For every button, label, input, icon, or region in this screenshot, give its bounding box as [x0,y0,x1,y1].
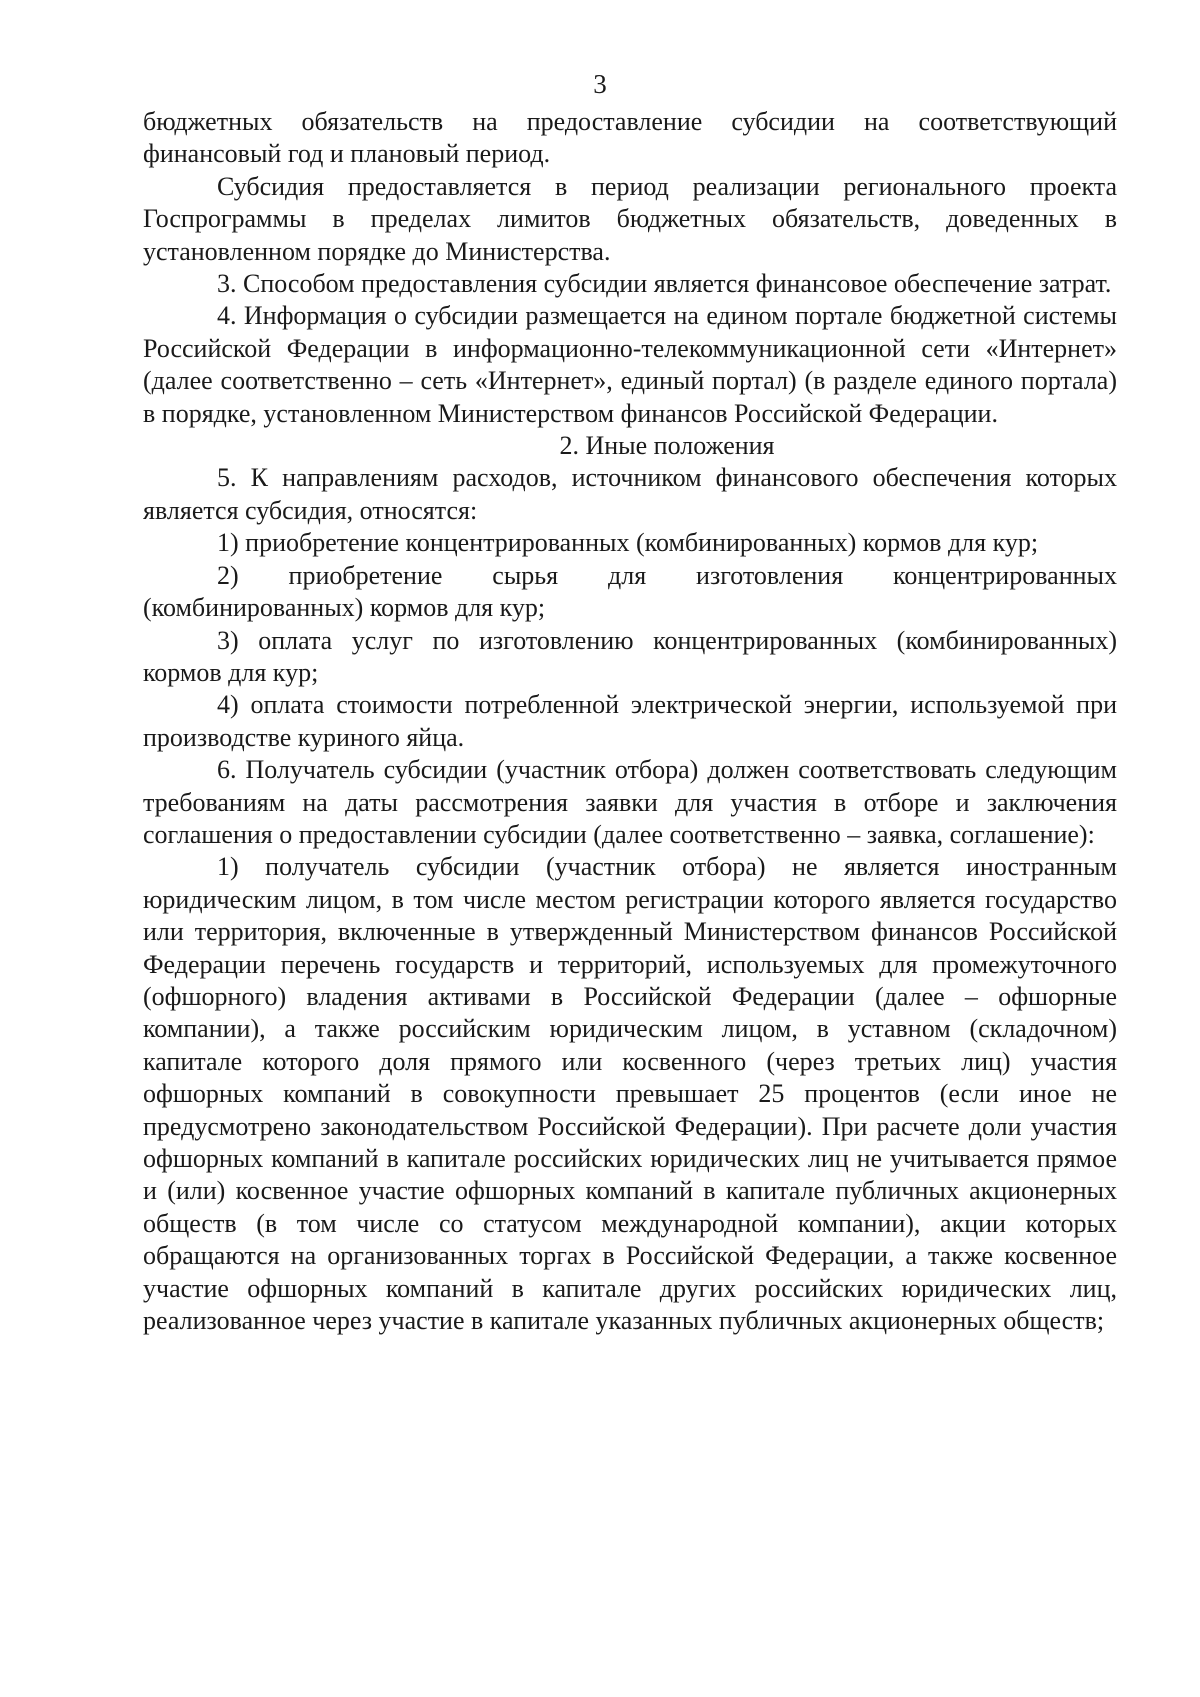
paragraph-continuation: бюджетных обязательств на предоставление субсидии на соответствующий финансовый год и плановый период. [143,107,1117,169]
list-item-5-1: 1) приобретение концентрированных (комбинированных) кормов для кур; [217,528,1039,558]
document-body [143,106,1117,1337]
section-heading: 2. Иные положения [559,431,775,461]
paragraph-item-3: 3. Способом предоставления субсидии является финансовое обеспечение затрат. [217,269,1112,299]
list-item-5-4: 4) оплата стоимости потребленной электрической энергии, используемой при производстве куриного яйца. [143,690,1117,752]
list-item-5-2: 2) приобретение сырья для изготовления концентрированных (комбинированных) кормов для кур; [143,560,1117,623]
paragraph-subsidy-period: Субсидия предоставляется в период реализации регионального проекта Госпрограммы в пределах лимитов бюджетных обязательств, доведенных в установленном порядке до Министерства. [143,171,1117,266]
paragraph-item-6: 6. Получатель субсидии (участник отбора) должен соответствовать следующим требованиям на даты рассмотрения заявки для участия в отборе и заключения соглашения о предоставлении субсидии (далее соответственно – заявка, соглашение): [143,755,1117,849]
paragraph-item-5: 5. К направлениям расходов, источником финансового обеспечения которых является субсидия, относятся: [143,463,1117,525]
page-number: 3 [593,69,607,99]
paragraph-item-4: 4. Информация о субсидии размещается на едином портале бюджетной системы Российской Федерации в информационно-телекоммуникационной сети «Интернет» (далее соответственно – сеть «Интернет», единый портал) (в разделе единого портала) в порядке, установленном Министерством финансов Российской Федерации. [143,301,1117,428]
list-item-5-3: 3) оплата услуг по изготовлению концентрированных (комбинированных) кормов для кур; [143,625,1117,687]
list-item-6-1: 1) получатель субсидии (участник отбора) не является иностранным юридическим лицом, в том числе местом регистрации которого является государство или территория, включенные в утвержденный Министерством финансов Российской Федерации перечень государств и территорий, используемых для промежуточного (офшорного) владения активами в Российской Федерации (далее – офшорные компании), а также российским юридическим лицом, в уставном (складочном) капитале которого доля прямого или косвенного (через третьих лиц) участия офшорных компаний в совокупности превышает 25 процентов (если иное не предусмотрено законодательством Российской Федерации). При расчете доли участия офшорных компаний в капитале российских юридических лиц не учитывается прямое и (или) косвенное участие офшорных компаний в капитале публичных акционерных обществ (в том числе со статусом международной компании), акции которых обращаются на организованных торгах в Российской Федерации, а также косвенное участие офшорных компаний в капитале других российских юридических лиц, реализованное через участие в капитале указанных публичных акционерных обществ; [143,852,1117,1336]
